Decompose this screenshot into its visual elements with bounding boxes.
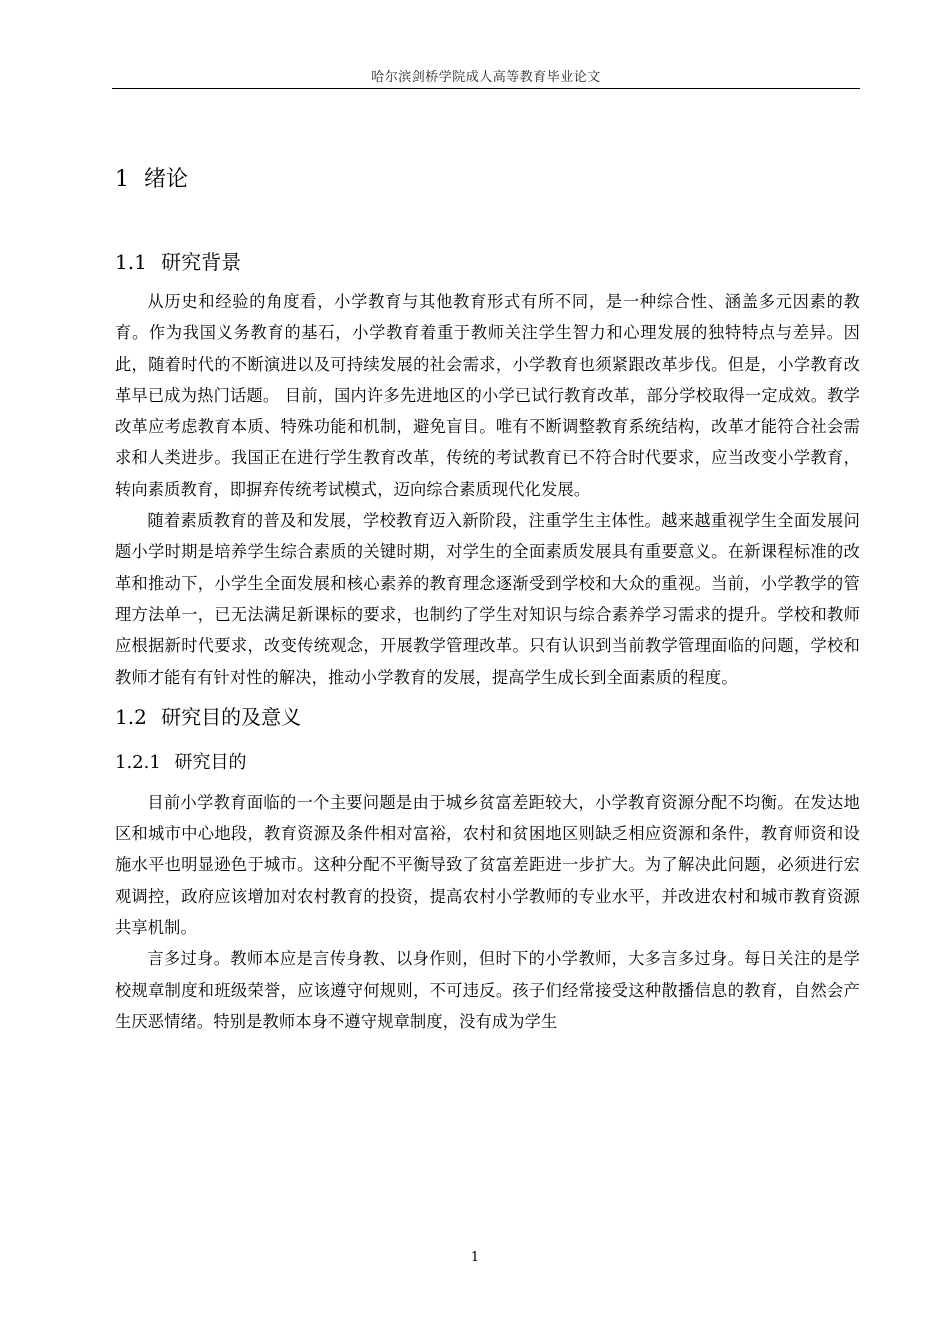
paragraph: 目前小学教育面临的一个主要问题是由于城乡贫富差距较大，小学教育资源分配不均衡。在发达地区和城市中心地段，教育资源及条件相对富裕，农村和贫困地区则缺乏相应资源和条件，教育师资和设施水平也明显逊色于城市。这种分配不平衡导致了贫富差距进一步扩大。为了解决此问题，必须进行宏观调控，政府应该增加对农村教育的投资，提高农村小学教师的专业水平，并改进农村和城市教育资源共享机制。 — [115, 792, 860, 938]
paragraph: 随着素质教育的普及和发展，学校教育迈入新阶段，注重学生主体性。越来越重视学生全面发展问题小学时期是培养学生综合素质的关键时期，对学生的全面素质发展具有重要意义。在新课程标准的改革和推动下，小学生全面发展和核心素养的教育理念逐渐受到学校和大众的重视。当前，小学教学的管理方法单一，已无法满足新课标的要求，也制约了学生对知识与综合素养学习需求的提升。学校和教师应根据新时代要求，改变传统观念，开展教学管理改革。只有认识到当前教学管理面临的问题，学校和教师才能有有针对性的解决，推动小学教育的发展，提高学生成长到全面素质的程度。 — [115, 511, 860, 687]
chapter-number: 1 — [115, 167, 129, 192]
subsection-heading-1-2-1 — [115, 743, 860, 783]
header-divider — [112, 88, 860, 89]
section-heading-1-1 — [115, 242, 860, 282]
section-heading-1-2 — [115, 697, 860, 737]
section-number: 1.2 — [115, 704, 147, 729]
paragraph: 言多过身。教师本应是言传身教、以身作则，但时下的小学教师，大多言多过身。每日关注的是学校规章制度和班级荣誉，应该遵守何规则，不可违反。孩子们经常接受这种散播信息的教育，自然会产生厌恶情绪。特别是教师本身不遵守规章制度，没有成为学生 — [115, 949, 860, 1031]
paragraph: 从历史和经验的角度看，小学教育与其他教育形式有所不同，是一种综合性、涵盖多元因素的教育。作为我国义务教育的基石，小学教育着重于教师关注学生智力和心理发展的独特特点与差异。因此，随着时代的不断演进以及可持续发展的社会需求，小学教育也须紧跟改革步伐。但是，小学教育改革早已成为热门话题。 目前，国内许多先进地区的小学已试行教育改革，部分学校取得一定成效。教学改革应考虑教育本质、特殊功能和机制，避免盲目。唯有不断调整教育系统结构，改革才能符合社会需求和人类进步。我国正在进行学生教育改革，传统的考试教育已不符合时代要求，应当改变小学教育，转向素质教育，即摒弃传统考试模式，迈向综合素质现代化发展。 — [115, 292, 860, 499]
page-number: 1 — [470, 1250, 480, 1265]
chapter-heading — [115, 160, 860, 200]
section-number: 1.1 — [115, 250, 147, 274]
section-title: 研究背景 — [161, 250, 242, 274]
document-body — [115, 160, 860, 1037]
section-title: 研究目的及意义 — [161, 704, 302, 729]
page-header-title: 哈尔滨剑桥学院成人高等教育毕业论文 — [371, 70, 601, 85]
subsection-number: 1.2.1 — [115, 751, 161, 773]
chapter-title: 绪论 — [144, 167, 189, 192]
subsection-title: 研究目的 — [174, 751, 247, 773]
